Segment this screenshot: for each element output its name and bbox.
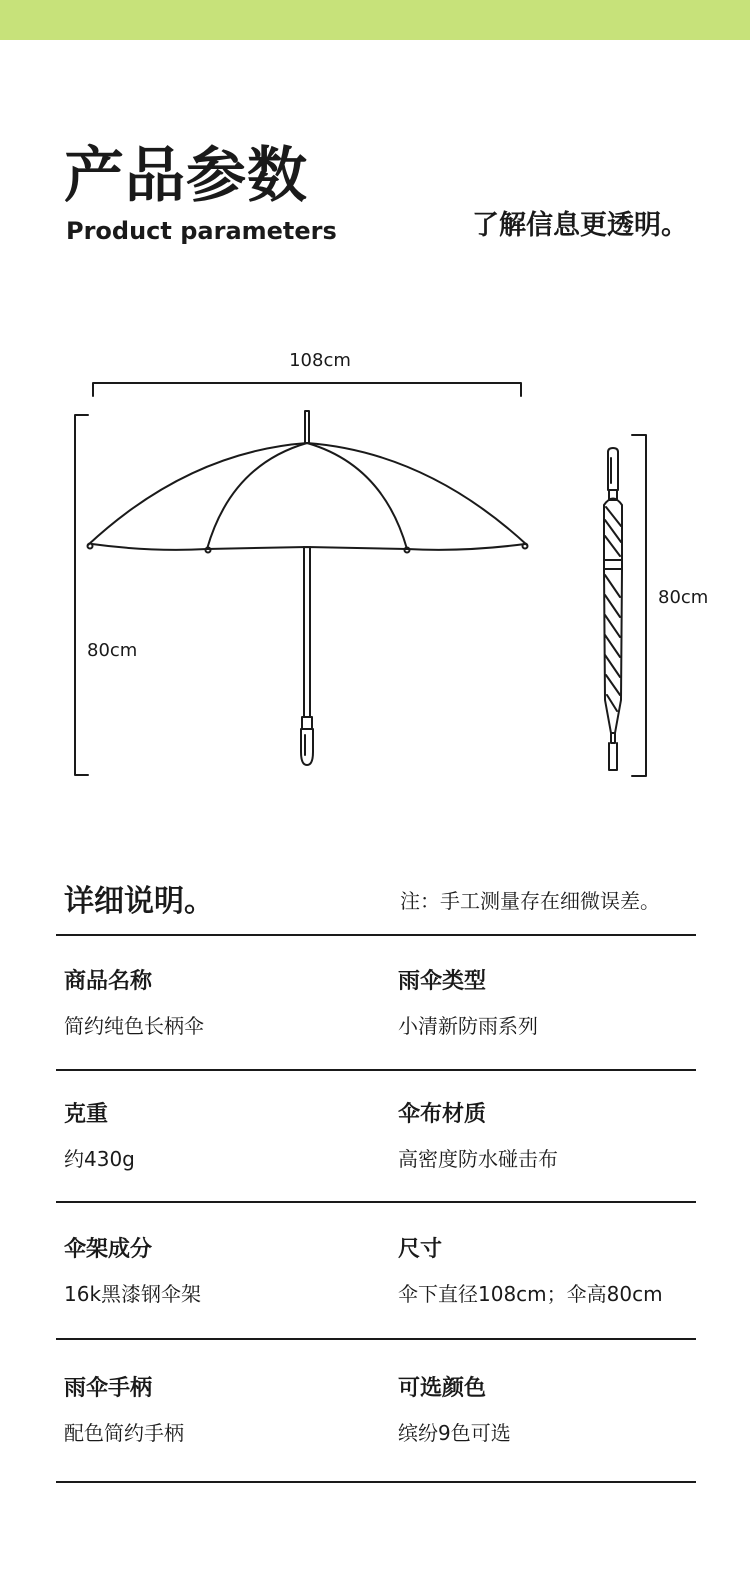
spec-item (398, 1234, 698, 1309)
divider (56, 1201, 696, 1203)
spec-value: 配色简约手柄 (64, 1421, 184, 1445)
spec-value: 缤纷9色可选 (398, 1421, 511, 1445)
spec-label: 尺寸 (398, 1237, 443, 1262)
slogan: 了解信息更透明。 (472, 210, 688, 241)
spec-label: 雨伞类型 (398, 969, 487, 994)
spec-label: 伞布材质 (398, 1102, 487, 1127)
spec-value: 小清新防雨系列 (398, 1014, 538, 1038)
measurement-note: 注：手工测量存在细微误差。 (400, 889, 660, 913)
spec-value: 高密度防水碰击布 (398, 1147, 558, 1171)
details-title: 详细说明。 (64, 884, 214, 919)
spec-label: 克重 (64, 1102, 109, 1127)
closed-umbrella-icon (604, 448, 622, 770)
spec-value: 简约纯色长柄伞 (64, 1014, 204, 1038)
spec-label: 伞架成分 (64, 1237, 153, 1262)
divider (56, 1338, 696, 1340)
closed-height-label: 80cm (658, 587, 709, 608)
spec-value: 约430g (64, 1147, 135, 1171)
spec-value: 伞下直径108cm；伞高80cm (398, 1282, 663, 1306)
spec-item (398, 1373, 698, 1448)
spec-item (64, 966, 364, 1041)
spec-item (64, 1373, 364, 1448)
open-height-label: 80cm (87, 640, 138, 661)
width-label: 108cm (289, 350, 351, 371)
spec-label: 雨伞手柄 (64, 1376, 153, 1401)
page-title: 产品参数 (64, 141, 308, 211)
divider (56, 1069, 696, 1071)
spec-label: 商品名称 (64, 969, 153, 994)
top-color-band (0, 0, 750, 40)
closed-height-dimension-line (632, 435, 646, 776)
width-dimension-line (93, 383, 521, 396)
spec-item (398, 1099, 698, 1174)
spec-item (64, 1099, 364, 1174)
open-umbrella-icon (88, 411, 528, 765)
spec-item (398, 966, 698, 1041)
open-height-dimension-line (75, 415, 88, 775)
divider (56, 934, 696, 936)
spec-value: 16k黑漆钢伞架 (64, 1282, 202, 1306)
spec-label: 可选颜色 (398, 1376, 487, 1401)
divider (56, 1481, 696, 1483)
umbrella-dimension-diagram (0, 330, 750, 800)
spec-item (64, 1234, 364, 1309)
page-subtitle: Product parameters (66, 217, 337, 245)
